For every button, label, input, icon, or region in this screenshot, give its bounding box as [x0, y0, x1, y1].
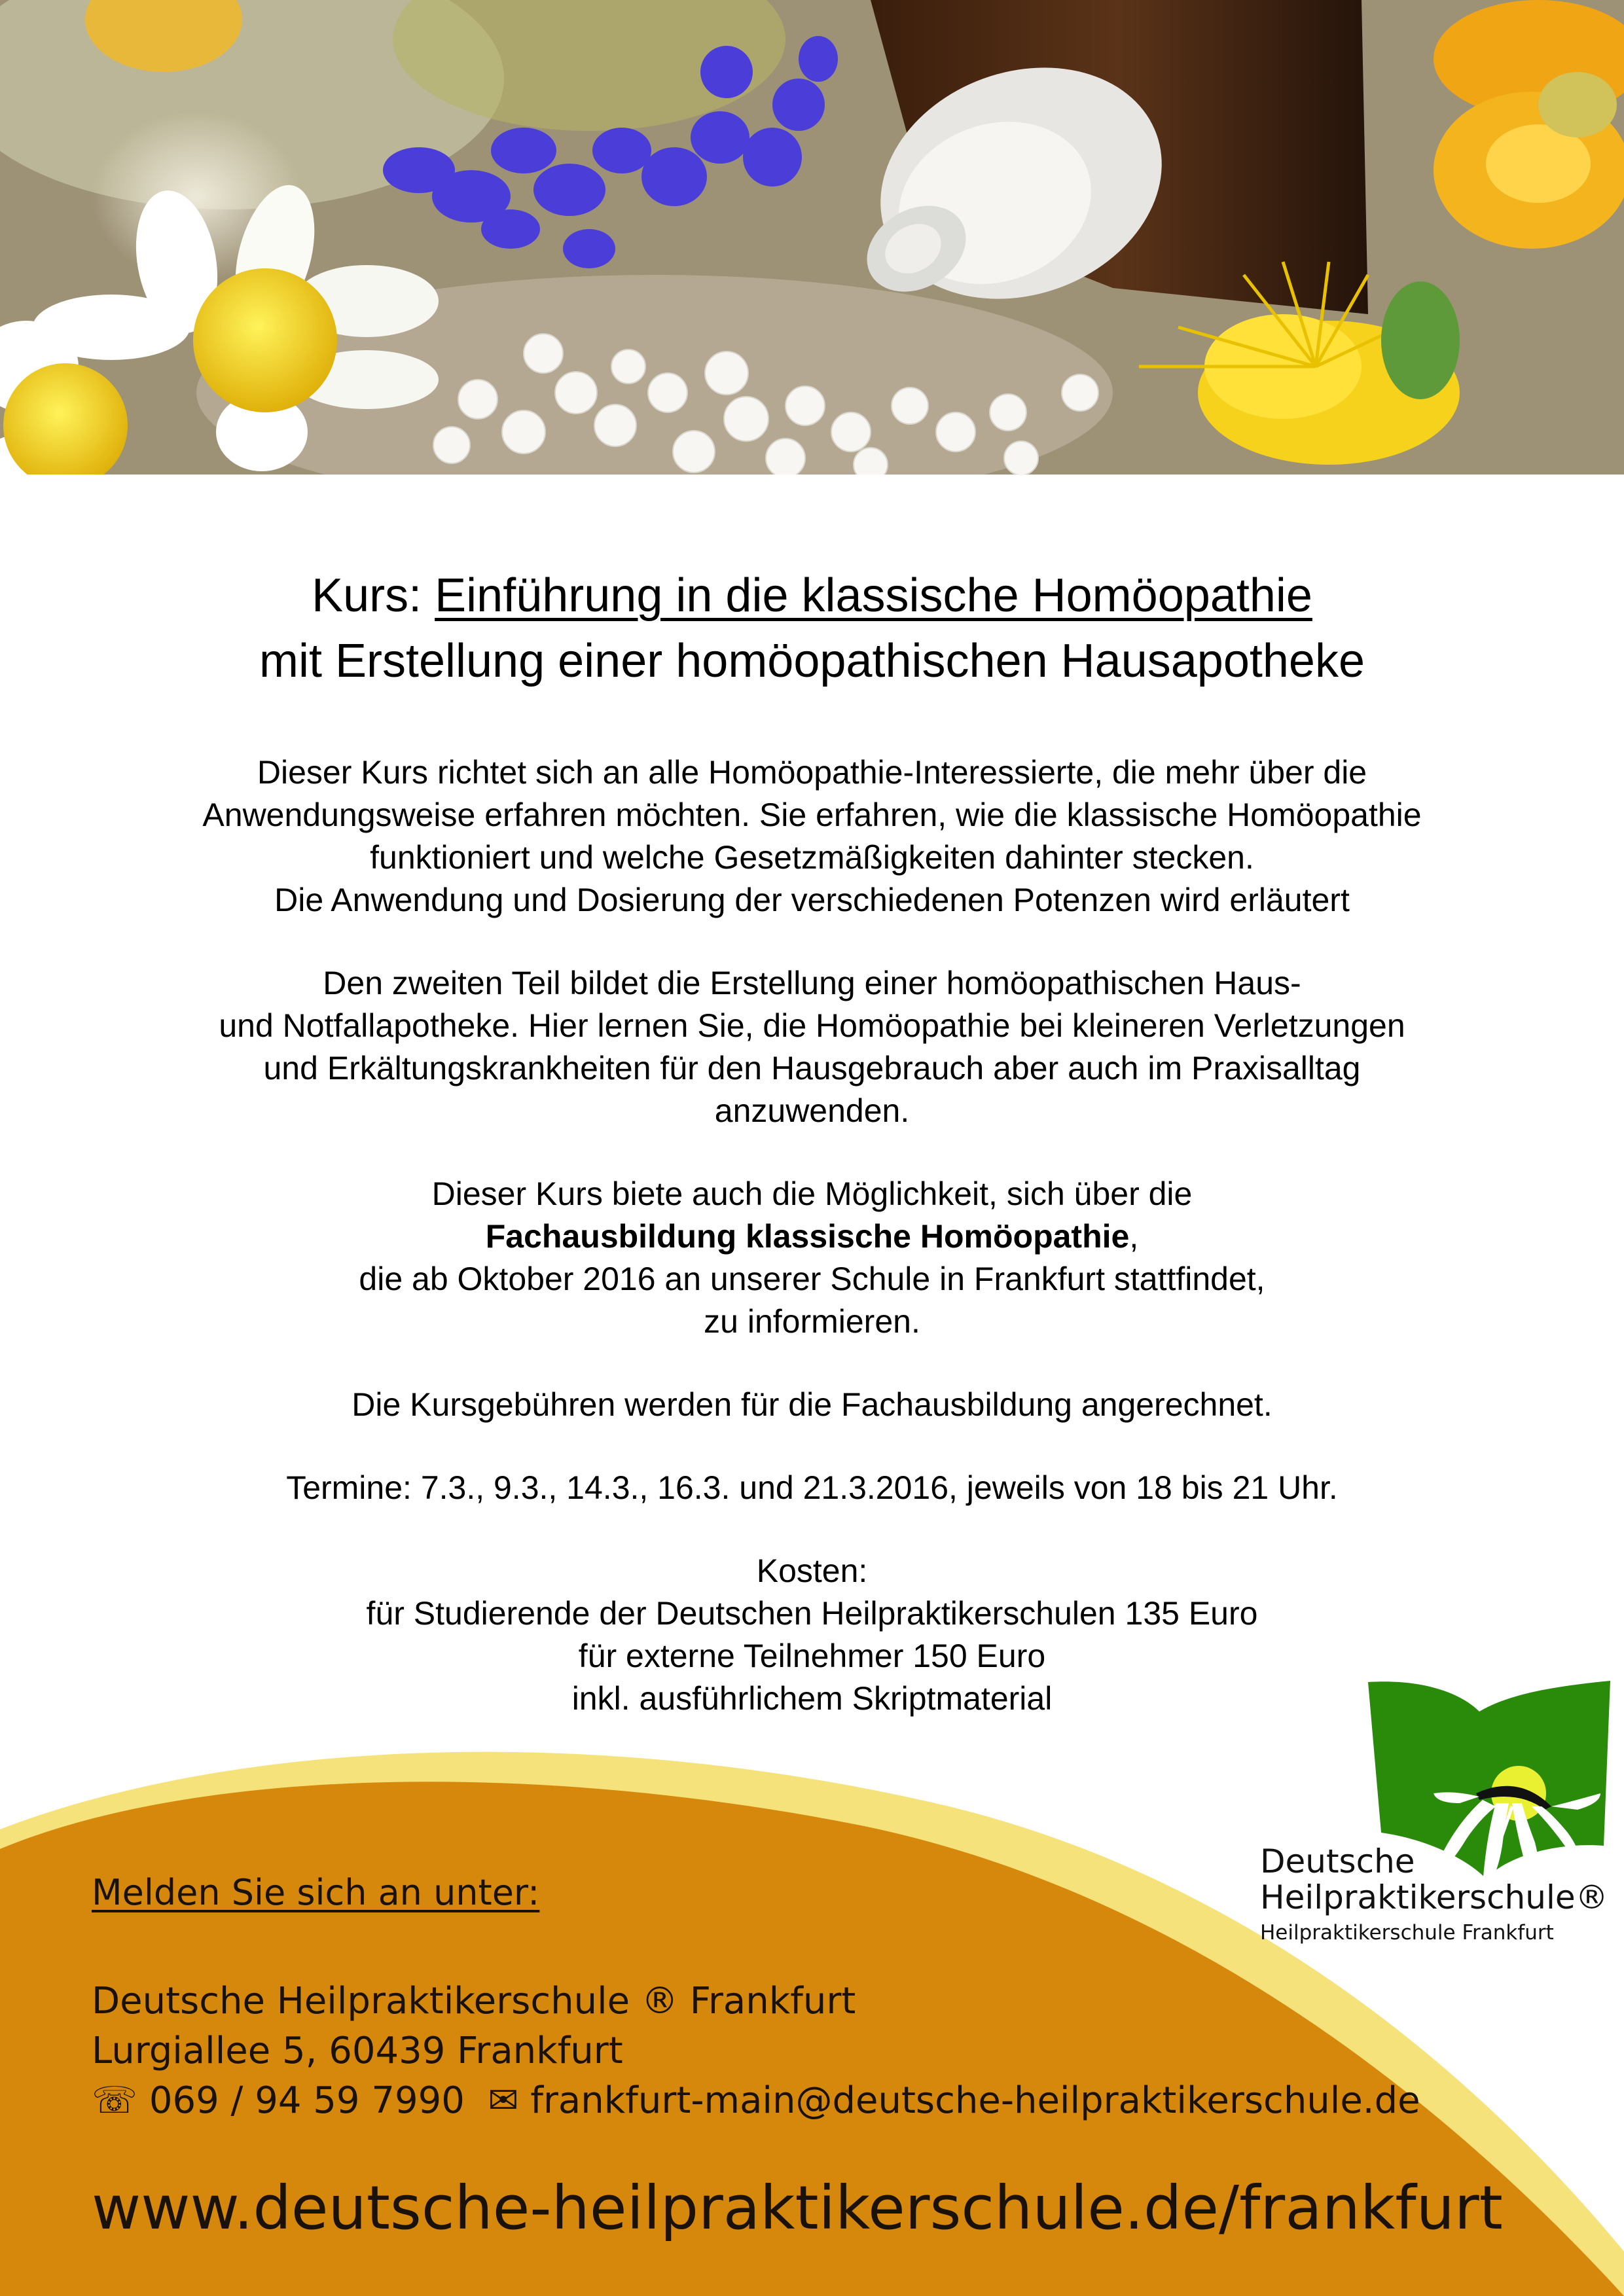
hero-photo [0, 0, 1624, 475]
phone-icon: ☏ [92, 2079, 138, 2122]
course-description [0, 563, 1624, 1720]
training-paragraph [0, 1173, 1624, 1343]
second-part-line: und Notfallapotheke. Hier lernen Sie, die Homöopathie bei kleineren Verletzungen [219, 1007, 1405, 1044]
school-address: Lurgiallee 5, 60439 Frankfurt [92, 2030, 623, 2072]
course-title [0, 563, 1624, 628]
title-prefix: Kurs: [312, 569, 435, 622]
calendula-flower [1434, 0, 1624, 249]
training-comma: , [1129, 1218, 1139, 1255]
school-name: Deutsche Heilpraktikerschule ® Frankfurt [92, 1980, 856, 2022]
credit-note-text: Die Kursgebühren werden für die Fachausbildung angerechnet. [352, 1386, 1272, 1423]
second-part-line: und Erkältungskrankheiten für den Hausgebrauch aber auch im Praxisalltag [263, 1050, 1361, 1086]
intro-line: Anwendungsweise erfahren möchten. Sie erfahren, wie die klassische Homöopathie [202, 797, 1422, 833]
credit-note [0, 1384, 1624, 1426]
mail-icon: ✉ [488, 2079, 519, 2122]
dates-text: Termine: 7.3., 9.3., 14.3., 16.3. und 21.3.2016, jeweils von 18 bis 21 Uhr. [286, 1469, 1338, 1506]
training-name: Fachausbildung klassische Homöopathie [485, 1218, 1130, 1255]
dates [0, 1467, 1624, 1509]
intro-line: funktioniert und welche Gesetzmäßigkeiten dahinter stecken. [370, 839, 1254, 876]
website-link[interactable]: www.deutsche-heilpraktikerschule.de/frankfurt [92, 2173, 1503, 2243]
training-line: zu informieren. [704, 1303, 920, 1340]
intro-line: Die Anwendung und Dosierung der verschiedenen Potenzen wird erläutert [274, 882, 1350, 918]
second-part-line: Den zweiten Teil bildet die Erstellung einer homöopathischen Haus- [323, 965, 1301, 1001]
training-line: Dieser Kurs biete auch die Möglichkeit, sich über die [431, 1175, 1193, 1212]
training-line: die ab Oktober 2016 an unserer Schule in Frankfurt stattfindet, [359, 1261, 1265, 1297]
costs-line: für externe Teilnehmer 150 Euro [578, 1638, 1046, 1674]
course-subtitle: mit Erstellung einer homöopathischen Hausapotheke [259, 635, 1365, 687]
training-highlight [0, 1215, 1624, 1258]
phone-number[interactable]: 069 / 94 59 7990 [149, 2079, 465, 2122]
second-part-paragraph [0, 962, 1624, 1132]
logo-line-2: Heilpraktikerschule® [1260, 1878, 1608, 1916]
title-main: Einführung in die klassische Homöopathie [435, 569, 1312, 622]
register-label: Melden Sie sich an unter: [92, 1872, 540, 1913]
logo-line-3: Heilpraktikerschule Frankfurt [1260, 1921, 1554, 1945]
second-part-line: anzuwenden. [714, 1092, 910, 1129]
school-logo [1237, 1676, 1617, 1964]
costs-line: inkl. ausführlichem Skriptmaterial [571, 1680, 1053, 1717]
contact-line [92, 2076, 1420, 2126]
homeopathy-photo-illustration [0, 0, 1624, 475]
email-link[interactable]: frankfurt-main@deutsche-heilpraktikerschule.de [530, 2079, 1420, 2122]
intro-paragraph [0, 751, 1624, 922]
costs-heading: Kosten: [756, 1552, 868, 1589]
intro-line: Dieser Kurs richtet sich an alle Homöopathie-Interessierte, die mehr über die [257, 754, 1367, 791]
logo-line-1: Deutsche [1260, 1842, 1415, 1880]
costs-line: für Studierende der Deutschen Heilpraktikerschulen 135 Euro [366, 1595, 1258, 1632]
